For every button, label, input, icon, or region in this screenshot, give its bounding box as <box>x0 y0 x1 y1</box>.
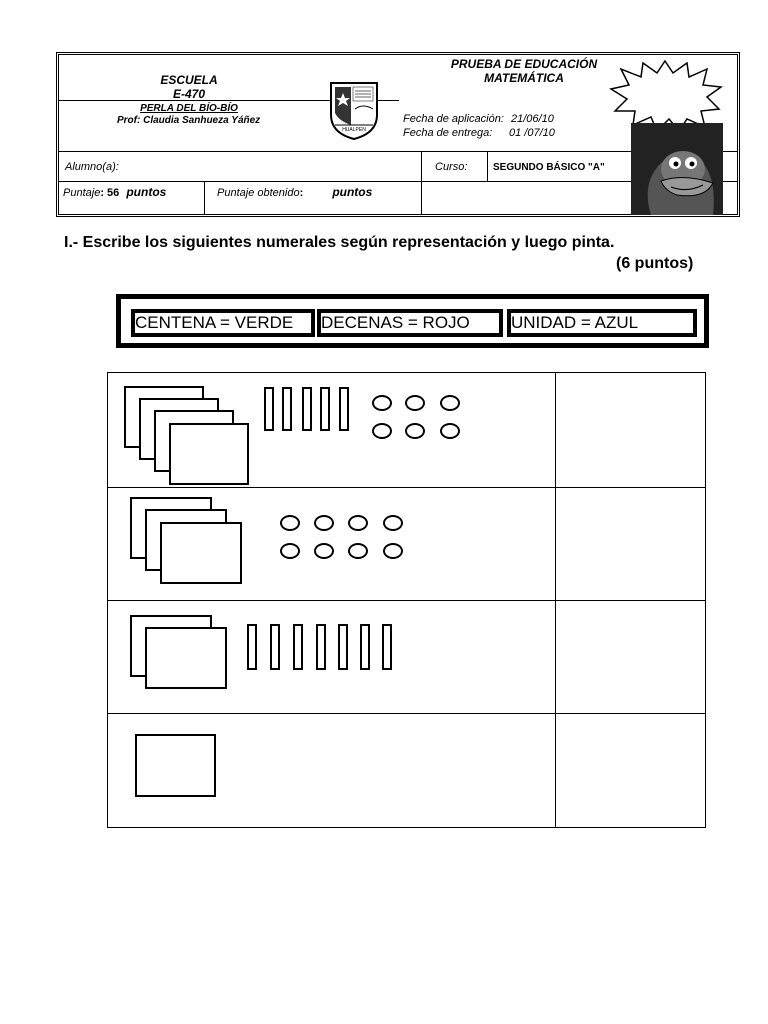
test-title-line2: MATEMÁTICA <box>484 71 564 85</box>
course-label: Curso: <box>435 161 468 173</box>
unit-circle[interactable] <box>280 543 300 559</box>
exercise-table <box>107 372 706 828</box>
obtained-unit: puntos <box>332 185 373 199</box>
answer-cell[interactable] <box>556 488 705 600</box>
hundred-block[interactable] <box>160 522 242 584</box>
ten-bar[interactable] <box>270 624 280 670</box>
teacher-name: Prof: Claudia Sanhueza Yáñez <box>117 115 261 126</box>
score-field <box>63 185 166 199</box>
ten-bar[interactable] <box>264 387 274 431</box>
header-divider <box>204 181 205 214</box>
delivery-date-label: Fecha de entrega: <box>403 127 493 139</box>
answer-cell[interactable] <box>556 714 705 827</box>
obtained-colon: : <box>299 187 304 199</box>
legend-unidad: UNIDAD = AZUL <box>507 309 697 337</box>
unit-circle[interactable] <box>314 543 334 559</box>
legend-centena: CENTENA = VERDE <box>131 309 315 337</box>
cartoon-duck-image <box>631 123 723 215</box>
answer-cell[interactable] <box>556 373 705 487</box>
hundred-block[interactable] <box>145 627 227 689</box>
exam-header <box>56 52 740 217</box>
unit-circle[interactable] <box>440 423 460 439</box>
ten-bar[interactable] <box>360 624 370 670</box>
unit-circle[interactable] <box>372 395 392 411</box>
header-divider <box>59 151 725 152</box>
ten-bar[interactable] <box>293 624 303 670</box>
unit-circle[interactable] <box>280 515 300 531</box>
instruction-text: I.- Escribe los siguientes numerales según representación y luego pinta. <box>64 234 615 251</box>
header-divider <box>487 151 488 181</box>
application-date: 21/06/10 <box>511 113 554 125</box>
ten-bar[interactable] <box>247 624 257 670</box>
ten-bar[interactable] <box>302 387 312 431</box>
header-divider <box>725 151 737 152</box>
unit-circle[interactable] <box>348 515 368 531</box>
unit-circle[interactable] <box>372 423 392 439</box>
unit-circle[interactable] <box>348 543 368 559</box>
unit-circle[interactable] <box>440 395 460 411</box>
application-date-label: Fecha de aplicación: <box>403 113 504 125</box>
ten-bar[interactable] <box>338 624 348 670</box>
obtained-field <box>217 185 372 199</box>
delivery-date: 01 /07/10 <box>509 127 555 139</box>
score-unit: puntos <box>126 185 167 199</box>
school-code: E-470 <box>172 87 206 101</box>
header-divider <box>59 181 725 182</box>
instruction-points: (6 puntos) <box>616 255 694 272</box>
school-label: ESCUELA <box>160 73 218 87</box>
obtained-label: Puntaje obtenido <box>217 187 300 199</box>
ten-bar[interactable] <box>382 624 392 670</box>
course-value: SEGUNDO BÁSICO "A" <box>493 162 605 173</box>
header-divider <box>725 181 737 182</box>
color-legend <box>116 294 709 348</box>
legend-decenas: DECENAS = ROJO <box>317 309 503 337</box>
ten-bar[interactable] <box>320 387 330 431</box>
hundred-block[interactable] <box>169 423 249 485</box>
ten-bar[interactable] <box>282 387 292 431</box>
unit-circle[interactable] <box>405 423 425 439</box>
svg-text:HUALPEN: HUALPEN <box>342 127 366 133</box>
test-title-line1: PRUEBA DE EDUCACIÓN <box>450 57 598 71</box>
hundred-block[interactable] <box>135 734 216 797</box>
score-label: Puntaje <box>63 187 101 199</box>
header-divider <box>421 151 422 214</box>
score-value: : 56 <box>100 187 120 199</box>
ten-bar[interactable] <box>316 624 326 670</box>
unit-circle[interactable] <box>405 395 425 411</box>
school-name: PERLA DEL BÍO-BÍO <box>140 103 238 114</box>
unit-circle[interactable] <box>383 515 403 531</box>
student-label: Alumno(a): <box>65 161 119 173</box>
unit-circle[interactable] <box>314 515 334 531</box>
unit-circle[interactable] <box>383 543 403 559</box>
answer-cell[interactable] <box>556 601 705 713</box>
school-logo <box>327 79 381 141</box>
starburst-icon <box>607 59 723 133</box>
ten-bar[interactable] <box>339 387 349 431</box>
